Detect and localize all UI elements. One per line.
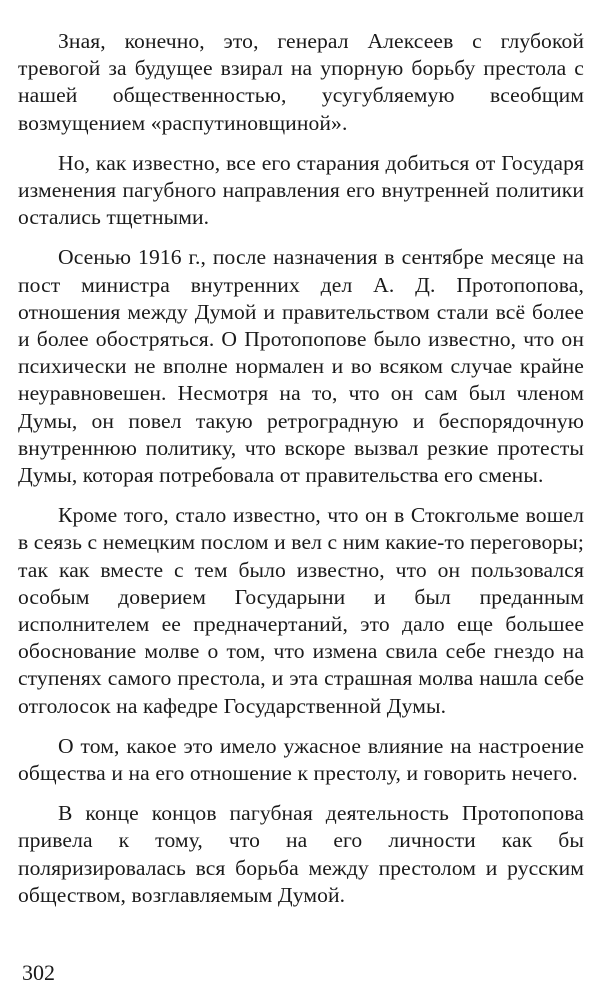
paragraph-1: Зная, конечно, это, генерал Алексеев с глубокой тревогой за будущее взирал на упорную борьбу престола с нашей общественностью, усугубляемую всеобщим возмущением «распутиновщиной».	[18, 29, 584, 135]
paragraph-2: Но, как известно, все его старания добиться от Государя изменения пагубного направления его внутренней политики остались тщетными.	[18, 150, 584, 230]
paragraph-6: В конце концов пагубная деятельность Протопопова привела к тому, что на его личности как бы поляризировалась вся борьба между престолом и русским обществом, возглавляемым Думой.	[18, 801, 584, 907]
paragraph-4: Кроме того, стало известно, что он в Стокгольме вошел в сеязь с немецким послом и вел с ним какие-то переговоры; так как вместе с тем было известно, что он пользовался особым доверием Государыни и был преданным исполнителем ее предначертаний, это дало еще большее обоснование молве о том, что измена свила себе гнездо на ступенях самого престола, и эта страшная молва нашла себе отголосок на кафедре Государственной Думы.	[18, 503, 584, 718]
paragraph-5: О том, какое это имело ужасное влияние на настроение общества и на его отношение к престолу, и говорить нечего.	[18, 733, 584, 786]
page-number: 302	[22, 960, 55, 985]
page-body	[18, 28, 584, 922]
paragraph-3: Осенью 1916 г., после назначения в сентябре месяце на пост министра внутренних дел А. Д. Протопопова, отношения между Думой и правительством стали всё более и более обостряться. О Протопопове было известно, что он психически не вполне нормален и во всяком случае крайне неуравновешен. Несмотря на то, что он сам был членом Думы, он повел такую ретроградную и беспорядочную внутреннюю политику, что вскоре вызвал резкие протесты Думы, которая потребовала от правительства его смены.	[18, 245, 584, 488]
